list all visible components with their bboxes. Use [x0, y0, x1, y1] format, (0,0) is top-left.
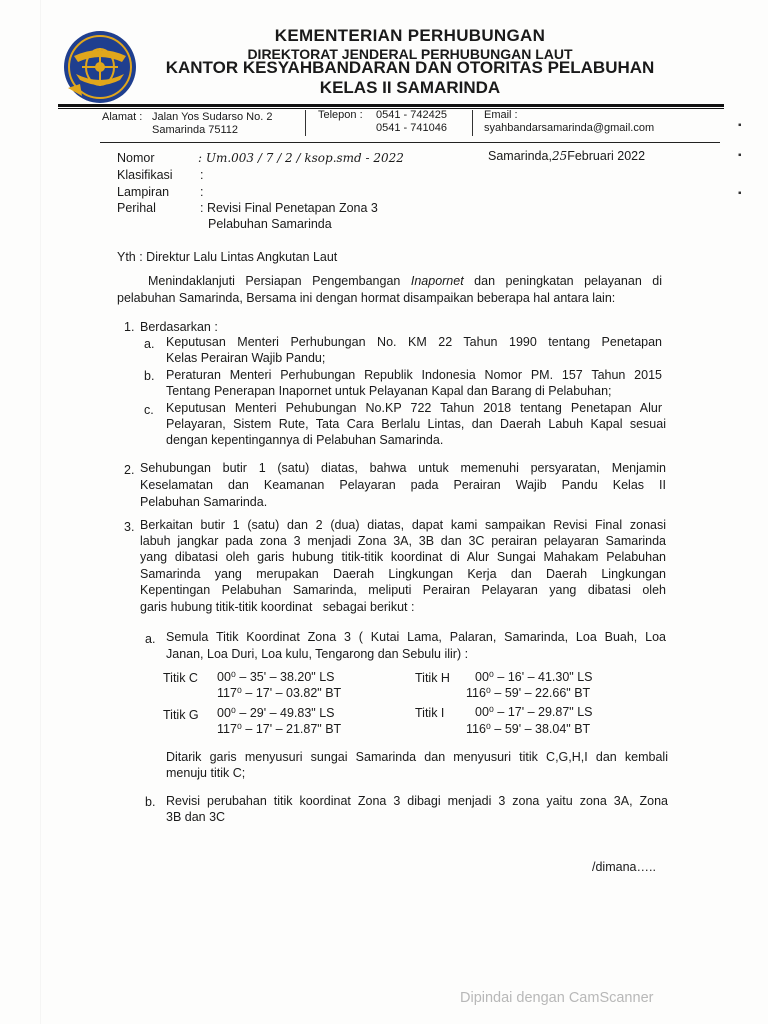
office-class: KELAS II SAMARINDA: [319, 78, 501, 97]
coord-h-label: Titik H: [415, 671, 450, 685]
scan-shadow: [40, 0, 41, 1024]
point-3-line: garis hubung titik-titik koordinat sebagai berikut :: [140, 600, 415, 614]
coord-g-label: Titik G: [163, 708, 199, 722]
intro-line-2: pelabuhan Samarinda, Bersama ini dengan hormat disampaikan beberapa hal antara lain:: [117, 291, 616, 305]
coord-c-lon: 117⁰ – 17' – 03.82" BT: [217, 686, 342, 700]
point-2-line: Pelabuhan Samarinda.: [140, 495, 268, 509]
coord-i-label: Titik I: [415, 706, 445, 720]
point-3a-line: Janan, Loa Duri, Loa kulu, Tengarong dan Sebulu ilir) :: [166, 647, 469, 661]
coord-h-lat: 00⁰ – 16' – 41.30" LS: [475, 670, 593, 684]
address-line-1: Jalan Yos Sudarso No. 2: [152, 111, 273, 123]
office-name: KANTOR KESYAHBANDARAN DAN OTORITAS PELABUHAN: [165, 58, 655, 77]
point-1b-line: Peraturan Menteri Perhubungan Republik Indonesia Nomor PM. 157 Tahun 2015: [166, 368, 662, 382]
point-3a-line: Semula Titik Koordinat Zona 3 ( Kutai Lama, Palaran, Samarinda, Loa Buah, Loa: [166, 630, 666, 644]
continuation-mark: /dimana…..: [592, 860, 656, 874]
point-3a-letter: a.: [145, 632, 156, 646]
perihal-line-1: : Revisi Final Penetapan Zona 3: [200, 201, 378, 215]
date-month-year: Februari 2022: [567, 149, 646, 163]
addressee: Yth : Direktur Lalu Lintas Angkutan Laut: [117, 250, 338, 264]
coord-c-lat: 00⁰ – 35' – 38.20" LS: [217, 670, 335, 684]
point-3-line: yang dibatasi oleh garis hubung titik-titik koordinat di Alur Sungai Mahakam Pelabuhan: [140, 550, 666, 564]
contact-separator: [472, 110, 473, 136]
phone-label: Telepon :: [318, 109, 363, 121]
coord-i-lat: 00⁰ – 17' – 29.87" LS: [475, 705, 593, 719]
point-2-number: 2.: [124, 463, 135, 477]
ministry-name: KEMENTERIAN PERHUBUNGAN: [274, 26, 546, 45]
coord-g-lat: 00⁰ – 29' – 49.83" LS: [217, 706, 335, 720]
perihal-label: Perihal: [117, 201, 156, 215]
address-label: Alamat :: [102, 111, 143, 123]
point-1b-letter: b.: [144, 369, 155, 383]
point-3b-line: Revisi perubahan titik koordinat Zona 3 dibagi menjadi 3 zona yaitu zona 3A, Zona: [166, 794, 668, 808]
email-address[interactable]: syahbandarsamarinda@gmail.com: [484, 122, 655, 134]
point-1c-letter: c.: [144, 403, 154, 417]
intro-text: Menindaklanjuti Persiapan Pengembangan: [148, 274, 411, 288]
perihal-line-2: Pelabuhan Samarinda: [208, 217, 332, 231]
point-2-line: Keselamatan dan Keamanan Pelayaran pada Perairan Wajib Pandu Kelas II: [140, 478, 666, 492]
point-1a-line: Keputusan Menteri Perhubungan No. KM 22 Tahun 1990 tentang Penetapan: [166, 335, 662, 349]
coord-i-lon: 116⁰ – 59' – 38.04" BT: [466, 722, 591, 736]
date-day: 25: [551, 149, 568, 163]
point-3a-after-line: menuju titik C;: [166, 766, 246, 780]
phone-2: 0541 - 741046: [376, 122, 447, 134]
point-1a-letter: a.: [144, 337, 155, 351]
point-3b-letter: b.: [145, 795, 156, 809]
nomor-value: : Um.003 / 7 / 2 / ksop.smd - 2022: [198, 151, 404, 165]
klasifikasi-label: Klasifikasi: [117, 168, 173, 182]
point-3-line: labuh jangkar pada zona 3 menjadi Zona 3A, 3B dan 3C perairan pelayaran Samarinda: [140, 534, 666, 548]
phone-1: 0541 - 742425: [376, 109, 447, 121]
camscanner-watermark: Dipindai dengan CamScanner: [460, 990, 654, 1006]
point-3-number: 3.: [124, 520, 135, 534]
lampiran-label: Lampiran: [117, 185, 170, 199]
lampiran-value: :: [200, 185, 204, 199]
point-1c-line: dengan kepentingannya di Pelabuhan Samarinda.: [166, 433, 444, 447]
coord-c-label: Titik C: [163, 671, 198, 685]
point-3-line: Kepentingan Pelabuhan Samarinda, meliputi Perairan Pelayaran yang dibatasi oleh: [140, 583, 666, 597]
contact-separator: [305, 110, 306, 136]
coord-g-lon: 117⁰ – 17' – 21.87" BT: [217, 722, 342, 736]
point-1c-line: Pelayaran, Sistem Rute, Tata Cara Berlalu Lintas, dan Daerah Labuh Kapal sesuai: [166, 417, 666, 431]
scan-edge-mark: ▪: [738, 150, 742, 161]
nomor-label: Nomor: [117, 151, 155, 165]
klasifikasi-value: :: [200, 168, 204, 182]
coord-h-lon: 116⁰ – 59' – 22.66" BT: [466, 686, 591, 700]
intro-text: dan peningkatan pelayanan di: [463, 274, 662, 288]
point-2-line: Sehubungan butir 1 (satu) diatas, bahwa untuk memenuhi persyaratan, Menjamin: [140, 461, 666, 475]
scan-edge-mark: ▪: [738, 120, 742, 131]
point-1b-line: Tentang Penerapan Inapornet untuk Pelayanan Kapal dan Barang di Pelabuhan;: [166, 384, 612, 398]
point-1-number: 1.: [124, 320, 135, 334]
point-1a-line: Kelas Perairan Wajib Pandu;: [166, 351, 326, 365]
point-3-line: Berkaitan butir 1 (satu) dan 2 (dua) diatas, dapat kami sampaikan Revisi Final zonasi: [140, 518, 666, 532]
point-3-line: Samarinda yang merupakan Daerah Lingkungan Kerja dan Daerah Lingkungan: [140, 567, 666, 581]
intro-line-1: [148, 274, 662, 290]
scan-edge-mark: ▪: [738, 188, 742, 199]
point-1-heading: Berdasarkan :: [140, 320, 218, 334]
point-3a-after-line: Ditarik garis menyusuri sungai Samarinda dan menyusuri titik C,G,H,I dan kembali: [166, 750, 668, 764]
letter-date: [488, 149, 645, 164]
header-rule-thick: [58, 104, 724, 107]
contact-rule: [100, 142, 720, 143]
ministry-logo-icon: [60, 26, 140, 108]
date-city: Samarinda,: [488, 149, 552, 163]
intro-italic: Inapornet: [410, 274, 464, 288]
directorate-name: DIREKTORAT JENDERAL PERHUBUNGAN LAUT: [247, 46, 573, 62]
email-label: Email :: [484, 109, 518, 121]
point-1c-line: Keputusan Menteri Pehubungan No.KP 722 Tahun 2018 tentang Penetapan Alur: [166, 401, 662, 415]
address-line-2: Samarinda 75112: [152, 124, 239, 136]
point-3b-line: 3B dan 3C: [166, 810, 226, 824]
